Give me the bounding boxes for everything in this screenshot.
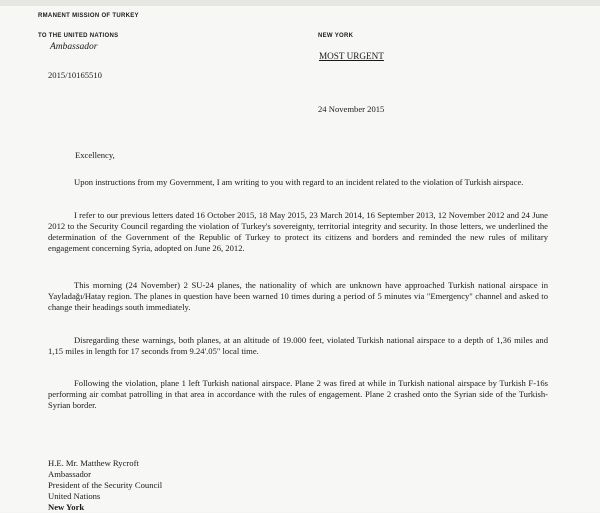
salutation: Excellency, xyxy=(75,150,115,160)
paragraph-3-text: This morning (24 November) 2 SU-24 planes, the nationality of which are unknown have approached Turkish national airspace in Yayladağı/Hatay region. The planes in question have been warned 10 times during a period of 5 minutes via "Emergency" channel and asked to change their headings south immediately. xyxy=(48,280,548,312)
paragraph-2 xyxy=(48,210,548,254)
recipient-title: Ambassador xyxy=(48,469,91,479)
recipient-name: H.E. Mr. Matthew Rycroft xyxy=(48,458,139,468)
paragraph-4-text: Disregarding these warnings, both planes, at an altitude of 19.000 feet, violated Turkish national airspace to a depth of 1,36 miles and 1,15 miles in length for 17 seconds from 9.24'.05" local time. xyxy=(48,335,548,356)
paragraph-1 xyxy=(48,177,548,188)
scan-edge xyxy=(0,0,600,6)
sender-title: Ambassador xyxy=(50,42,98,52)
paragraph-3 xyxy=(48,280,548,313)
recipient-city: New York xyxy=(48,502,85,512)
recipient-role: President of the Security Council xyxy=(48,480,163,490)
paragraph-5-text: Following the violation, plane 1 left Turkish national airspace. Plane 2 was fired at while in Turkish national airspace by Turkish F-16s performing air combat patrolling in that area in accordance with the rules of engagement. Plane 2 crashed onto the Syrian side of the Turkish-Syrian border. xyxy=(48,378,548,410)
paragraph-5 xyxy=(48,378,548,411)
recipient-org: United Nations xyxy=(48,491,101,501)
city-heading: NEW YORK xyxy=(318,33,354,39)
mission-heading: RMANENT MISSION OF TURKEY xyxy=(38,13,139,19)
mission-subheading: TO THE UNITED NATIONS xyxy=(38,33,119,39)
paragraph-2-text: I refer to our previous letters dated 16 October 2015, 18 May 2015, 23 March 2014, 16 September 2013, 12 November 2012 and 24 June 2012 to the Security Council regarding the violation of Turkey's sovereignty, territorial integrity and security. In those letters, we underlined the determination of the Government of the Republic of Turkey to protect its citizens and borders and reminded the new rules of military engagement concerning Syria, adopted on June 26, 2012. xyxy=(48,210,548,253)
urgency-label: MOST URGENT xyxy=(319,51,384,61)
letter-date: 24 November 2015 xyxy=(318,104,385,114)
recipient-block xyxy=(48,458,162,513)
paragraph-1-text: Upon instructions from my Government, I am writing to you with regard to an incident related to the violation of Turkish airspace. xyxy=(74,177,524,187)
reference-number: 2015/10165510 xyxy=(48,70,102,80)
paragraph-4 xyxy=(48,335,548,357)
